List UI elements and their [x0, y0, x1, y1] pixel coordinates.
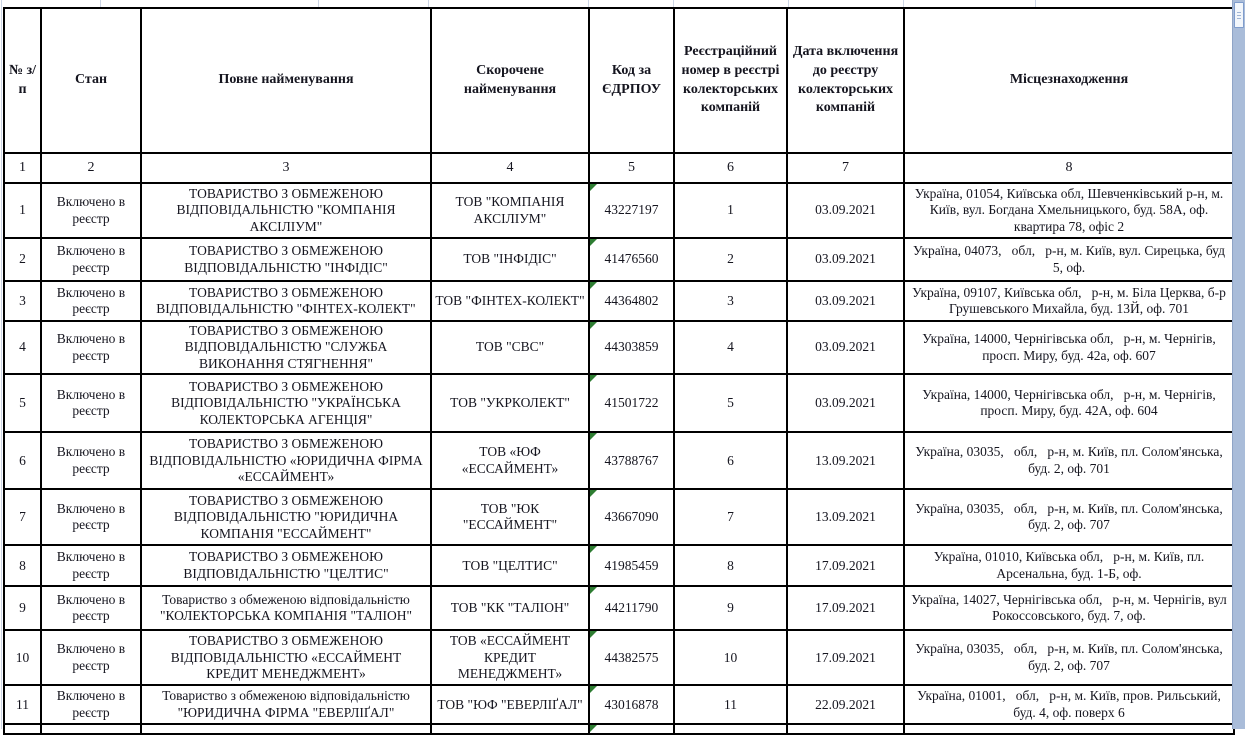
cell-address[interactable]: Україна, 14000, Чернігівська обл, р-н, м. Чернігів, просп. Миру, буд. 42А, оф. 604	[904, 374, 1234, 432]
cell-full-name[interactable]: ТОВАРИСТВО З ОБМЕЖЕНОЮ ВІДПОВІДАЛЬНІСТЮ «ЕССАЙМЕНТ КРЕДИТ МЕНЕДЖМЕНТ»	[141, 630, 431, 685]
cell-address[interactable]: Україна, 04073, обл, р-н, м. Київ, вул. Сирецька, буд 5, оф.	[904, 238, 1234, 281]
cell-reg-number[interactable]	[674, 724, 787, 734]
cell-num[interactable]: 7	[4, 489, 41, 545]
number-stored-as-text-indicator-icon	[590, 184, 597, 191]
vertical-scrollbar[interactable]	[1232, 0, 1245, 729]
cell-short-name[interactable]: ТОВ "УКРКОЛЕКТ"	[431, 374, 589, 432]
cell-date[interactable]: 03.09.2021	[787, 281, 904, 321]
number-stored-as-text-indicator-icon	[590, 239, 597, 246]
table-row	[4, 183, 1234, 238]
cell-short-name[interactable]: ТОВ «ЕССАЙМЕНТ КРЕДИТ МЕНЕДЖМЕНТ»	[431, 630, 589, 685]
table-row-partial	[4, 724, 1234, 734]
cell-address[interactable]: Україна, 01010, Київська обл, р-н, м. Київ, пл. Арсенальна, буд. 1-Б, оф.	[904, 545, 1234, 586]
cell-full-name[interactable]: ТОВАРИСТВО З ОБМЕЖЕНОЮ ВІДПОВІДАЛЬНІСТЮ "ЮРИДИЧНА КОМПАНІЯ "ЕССАЙМЕНТ"	[141, 489, 431, 545]
sheet-gridline	[100, 0, 101, 7]
cell-short-name[interactable]: ТОВ "ЮФ "ЕВЕРЛІҐАЛ"	[431, 685, 589, 724]
edrpou-value: 43016878	[604, 696, 659, 712]
column-header-num[interactable]: № з/п	[4, 8, 41, 153]
cell-status[interactable]: Включено в реєстр	[41, 630, 141, 685]
cell-edrpou[interactable]	[589, 724, 674, 734]
cell-status[interactable]: Включено в реєстр	[41, 432, 141, 489]
column-index[interactable]: 5	[589, 153, 674, 183]
cell-address[interactable]	[904, 724, 1234, 734]
edrpou-value: 41476560	[604, 251, 659, 267]
column-header-reg-number[interactable]: Реєстраційний номер в реєстрі колекторських компаній	[674, 8, 787, 153]
cell-short-name[interactable]: ТОВ "СВС"	[431, 321, 589, 374]
edrpou-value: 44211790	[604, 600, 659, 616]
cell-num[interactable]: 6	[4, 432, 41, 489]
cell-date[interactable]: 03.09.2021	[787, 374, 904, 432]
cell-reg-number[interactable]: 10	[674, 630, 787, 685]
cell-date[interactable]: 13.09.2021	[787, 432, 904, 489]
edrpou-value: 43667090	[604, 509, 659, 525]
cell-edrpou[interactable]	[589, 374, 674, 432]
column-index[interactable]: 3	[141, 153, 431, 183]
column-header-edrpou[interactable]: Код за ЄДРПОУ	[589, 8, 674, 153]
edrpou-value: 43788767	[604, 452, 659, 468]
cell-edrpou[interactable]	[589, 586, 674, 630]
number-stored-as-text-indicator-icon	[590, 375, 597, 382]
table-row	[4, 586, 1234, 630]
column-index-row	[4, 153, 1234, 183]
cell-full-name[interactable]: ТОВАРИСТВО З ОБМЕЖЕНОЮ ВІДПОВІДАЛЬНІСТЮ "ІНФІДІС"	[141, 238, 431, 281]
cell-short-name[interactable]: ТОВ "ЮК "ЕССАЙМЕНТ"	[431, 489, 589, 545]
cell-num[interactable]: 4	[4, 321, 41, 374]
cell-short-name[interactable]: ТОВ "КОМПАНІЯ АКСІЛІУМ"	[431, 183, 589, 238]
cell-num[interactable]: 11	[4, 685, 41, 724]
cell-short-name[interactable]	[431, 724, 589, 734]
cell-address[interactable]: Україна, 01001, обл, р-н, м. Київ, пров. Рильський, буд. 4, оф. поверх 6	[904, 685, 1234, 724]
cell-num[interactable]: 3	[4, 281, 41, 321]
cell-reg-number[interactable]: 9	[674, 586, 787, 630]
table-row	[4, 489, 1234, 545]
cell-edrpou[interactable]	[589, 321, 674, 374]
cell-date[interactable]: 13.09.2021	[787, 489, 904, 545]
number-stored-as-text-indicator-icon	[590, 282, 597, 289]
cell-full-name[interactable]: ТОВАРИСТВО З ОБМЕЖЕНОЮ ВІДПОВІДАЛЬНІСТЮ "КОМПАНІЯ АКСІЛІУМ"	[141, 183, 431, 238]
table-row	[4, 545, 1234, 586]
cell-date[interactable]: 17.09.2021	[787, 545, 904, 586]
cell-edrpou[interactable]	[589, 630, 674, 685]
cell-address[interactable]: Україна, 09107, Київська обл, р-н, м. Біла Церква, б-р Грушевського Михайла, буд. 13Й, оф. 701	[904, 281, 1234, 321]
column-header-full-name[interactable]: Повне найменування	[141, 8, 431, 153]
cell-full-name[interactable]: Товариство з обмеженою відповідальністю "ЮРИДИЧНА ФІРМА "ЕВЕРЛІҐАЛ"	[141, 685, 431, 724]
column-index[interactable]: 7	[787, 153, 904, 183]
number-stored-as-text-indicator-icon	[590, 631, 597, 638]
sheet-gridline	[318, 0, 319, 7]
sheet-gridline	[788, 0, 789, 7]
table-row	[4, 238, 1234, 281]
cell-num[interactable]: 9	[4, 586, 41, 630]
number-stored-as-text-indicator-icon	[590, 686, 597, 693]
cell-status[interactable]	[41, 724, 141, 734]
cell-date[interactable]: 03.09.2021	[787, 183, 904, 238]
cell-status[interactable]: Включено в реєстр	[41, 321, 141, 374]
sheet-left-gridline	[1, 0, 2, 729]
cell-address[interactable]: Україна, 03035, обл, р-н, м. Київ, пл. Солом'янська, буд. 2, оф. 701	[904, 432, 1234, 489]
cell-address[interactable]: Україна, 14000, Чернігівська обл, р-н, м. Чернігів, просп. Миру, буд. 42а, оф. 607	[904, 321, 1234, 374]
cell-status[interactable]: Включено в реєстр	[41, 489, 141, 545]
cell-date[interactable]: 03.09.2021	[787, 321, 904, 374]
column-index[interactable]: 4	[431, 153, 589, 183]
table-row	[4, 432, 1234, 489]
cell-edrpou[interactable]	[589, 545, 674, 586]
edrpou-value: 44382575	[604, 649, 659, 665]
cell-status[interactable]: Включено в реєстр	[41, 586, 141, 630]
cell-full-name[interactable]: ТОВАРИСТВО З ОБМЕЖЕНОЮ ВІДПОВІДАЛЬНІСТЮ "ФІНТЕХ-КОЛЕКТ"	[141, 281, 431, 321]
number-stored-as-text-indicator-icon	[590, 322, 597, 329]
cell-edrpou[interactable]	[589, 685, 674, 724]
cell-status[interactable]: Включено в реєстр	[41, 281, 141, 321]
number-stored-as-text-indicator-icon	[590, 546, 597, 553]
cell-edrpou[interactable]	[589, 238, 674, 281]
cell-reg-number[interactable]: 2	[674, 238, 787, 281]
cell-date[interactable]: 17.09.2021	[787, 630, 904, 685]
cell-reg-number[interactable]: 3	[674, 281, 787, 321]
cell-status[interactable]: Включено в реєстр	[41, 685, 141, 724]
column-header-short-name[interactable]: Скорочене найменування	[431, 8, 589, 153]
cell-address[interactable]: Україна, 03035, обл, р-н, м. Київ, пл. Солом'янська, буд. 2, оф. 707	[904, 630, 1234, 685]
cell-edrpou[interactable]	[589, 489, 674, 545]
table-row	[4, 321, 1234, 374]
cell-status[interactable]: Включено в реєстр	[41, 374, 141, 432]
cell-full-name[interactable]	[141, 724, 431, 734]
cell-full-name[interactable]: Товариство з обмеженою відповідальністю "КОЛЕКТОРСЬКА КОМПАНІЯ "ТАЛІОН"	[141, 586, 431, 630]
cell-num[interactable]: 10	[4, 630, 41, 685]
edrpou-value: 41985459	[604, 557, 659, 573]
cell-full-name[interactable]: ТОВАРИСТВО З ОБМЕЖЕНОЮ ВІДПОВІДАЛЬНІСТЮ "СЛУЖБА ВИКОНАННЯ СТЯГНЕННЯ"	[141, 321, 431, 374]
sheet-gridline	[1035, 0, 1036, 7]
table-row	[4, 685, 1234, 724]
edrpou-value: 43227197	[604, 202, 659, 218]
cell-num[interactable]: 1	[4, 183, 41, 238]
cell-reg-number[interactable]: 6	[674, 432, 787, 489]
header-row	[4, 8, 1234, 153]
vertical-scrollbar-thumb[interactable]	[1234, 2, 1244, 28]
sheet-gridline	[903, 0, 904, 7]
column-header-date[interactable]: Дата включення до реєстру колекторських компаній	[787, 8, 904, 153]
cell-status[interactable]: Включено в реєстр	[41, 545, 141, 586]
number-stored-as-text-indicator-icon	[590, 433, 597, 440]
collector-companies-registry-table	[3, 7, 1235, 735]
column-index[interactable]: 6	[674, 153, 787, 183]
cell-num[interactable]	[4, 724, 41, 734]
cell-status[interactable]: Включено в реєстр	[41, 238, 141, 281]
cell-reg-number[interactable]: 8	[674, 545, 787, 586]
sheet-gridline	[428, 0, 429, 7]
cell-date[interactable]: 17.09.2021	[787, 586, 904, 630]
cell-address[interactable]: Україна, 14027, Чернігівська обл, р-н, м. Чернігів, вул Рокоссовського, буд. 7, оф.	[904, 586, 1234, 630]
sheet-gridline	[673, 0, 674, 7]
cell-reg-number[interactable]: 11	[674, 685, 787, 724]
cell-num[interactable]: 5	[4, 374, 41, 432]
cell-num[interactable]: 8	[4, 545, 41, 586]
number-stored-as-text-indicator-icon	[590, 490, 597, 497]
table-row	[4, 281, 1234, 321]
sheet-top-gridline-strip	[0, 0, 1232, 7]
cell-short-name[interactable]: ТОВ "КК "ТАЛІОН"	[431, 586, 589, 630]
table-row	[4, 374, 1234, 432]
cell-address[interactable]: Україна, 01054, Київська обл, Шевченківський р-н, м. Київ, вул. Богдана Хмельницького, буд. 58А, оф. квартира 78, офіс 2	[904, 183, 1234, 238]
number-stored-as-text-indicator-icon	[590, 587, 597, 594]
cell-reg-number[interactable]: 5	[674, 374, 787, 432]
cell-reg-number[interactable]: 4	[674, 321, 787, 374]
cell-reg-number[interactable]: 1	[674, 183, 787, 238]
column-index[interactable]: 8	[904, 153, 1234, 183]
cell-num[interactable]: 2	[4, 238, 41, 281]
cell-full-name[interactable]: ТОВАРИСТВО З ОБМЕЖЕНОЮ ВІДПОВІДАЛЬНІСТЮ "УКРАЇНСЬКА КОЛЕКТОРСЬКА АГЕНЦІЯ"	[141, 374, 431, 432]
cell-reg-number[interactable]: 7	[674, 489, 787, 545]
cell-short-name[interactable]: ТОВ "ІНФІДІС"	[431, 238, 589, 281]
column-header-status[interactable]: Стан	[41, 8, 141, 153]
cell-date[interactable]: 03.09.2021	[787, 238, 904, 281]
cell-full-name[interactable]: ТОВАРИСТВО З ОБМЕЖЕНОЮ ВІДПОВІДАЛЬНІСТЮ «ЮРИДИЧНА ФІРМА «ЕССАЙМЕНТ»	[141, 432, 431, 489]
cell-date[interactable]	[787, 724, 904, 734]
cell-edrpou[interactable]	[589, 281, 674, 321]
cell-edrpou[interactable]	[589, 183, 674, 238]
column-index[interactable]: 1	[4, 153, 41, 183]
cell-short-name[interactable]: ТОВ "ЦЕЛТИС"	[431, 545, 589, 586]
cell-short-name[interactable]: ТОВ «ЮФ «ЕССАЙМЕНТ»	[431, 432, 589, 489]
cell-address[interactable]: Україна, 03035, обл, р-н, м. Київ, пл. Солом'янська, буд. 2, оф. 707	[904, 489, 1234, 545]
column-header-address[interactable]: Місцезнаходження	[904, 8, 1234, 153]
edrpou-value: 44364802	[604, 292, 659, 308]
cell-full-name[interactable]: ТОВАРИСТВО З ОБМЕЖЕНОЮ ВІДПОВІДАЛЬНІСТЮ "ЦЕЛТИС"	[141, 545, 431, 586]
edrpou-value: 41501722	[604, 395, 659, 411]
scrollbar-grip-icon	[1237, 12, 1241, 19]
cell-status[interactable]: Включено в реєстр	[41, 183, 141, 238]
sheet-gridline	[588, 0, 589, 7]
table-row	[4, 630, 1234, 685]
edrpou-value: 44303859	[604, 339, 659, 355]
cell-date[interactable]: 22.09.2021	[787, 685, 904, 724]
column-index[interactable]: 2	[41, 153, 141, 183]
cell-short-name[interactable]: ТОВ "ФІНТЕХ-КОЛЕКТ"	[431, 281, 589, 321]
cell-edrpou[interactable]	[589, 432, 674, 489]
